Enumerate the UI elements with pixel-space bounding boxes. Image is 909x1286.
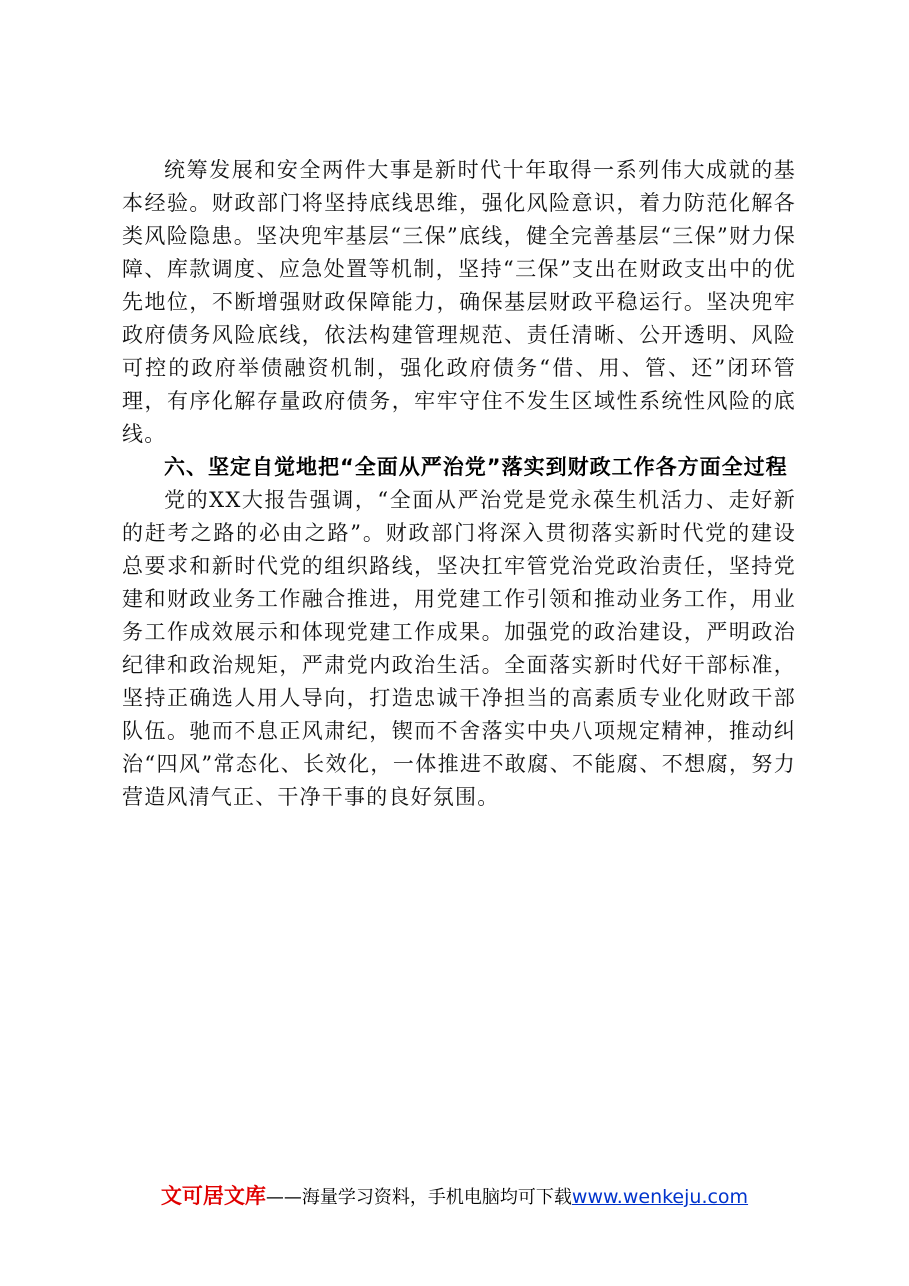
- footer-brand: 文可居文库: [160, 1184, 266, 1208]
- document-body: [122, 154, 796, 814]
- section-heading: 六、坚定自觉地把“全面从严治党”落实到财政工作各方面全过程: [164, 455, 788, 479]
- body-paragraph: 党的XX大报告强调，“全面从严治党是党永葆生机活力、走好新的赶考之路的必由之路”。财政部门将深入贯彻落实新时代党的建设总要求和新时代党的组织路线，坚决扛牢管党治党政治责任，坚持党建和财政业务工作融合推进，用党建工作引领和推动业务工作，用业务工作成效展示和体现党建工作成果。加强党的政治建设，严明政治纪律和政治规矩，严肃党内政治生活。全面落实新时代好干部标准，坚持正确选人用人导向，打造忠诚干净担当的高素质专业化财政干部队伍。驰而不息正风肃纪，锲而不舍落实中央八项规定精神，推动纠治“四风”常态化、长效化，一体推进不敢腐、不能腐、不想腐，努力营造风清气正、干净干事的良好氛围。: [122, 488, 796, 809]
- footer-tagline: ——海量学习资料，手机电脑均可下载: [265, 1187, 572, 1208]
- body-paragraph: 统筹发展和安全两件大事是新时代十年取得一系列伟大成就的基本经验。财政部门将坚持底线思维，强化风险意识，着力防范化解各类风险隐患。坚决兜牢基层“三保”底线，健全完善基层“三保”财力保障、库款调度、应急处置等机制，坚持“三保”支出在财政支出中的优先地位，不断增强财政保障能力，确保基层财政平稳运行。坚决兜牢政府债务风险底线，依法构建管理规范、责任清晰、公开透明、风险可控的政府举债融资机制，强化政府债务“借、用、管、还”闭环管理，有序化解存量政府债务，牢牢守住不发生区域性系统性风险的底线。: [122, 158, 796, 446]
- footer-website-link[interactable]: www.wenkeju.com: [571, 1186, 749, 1208]
- footer-banner: [0, 1183, 909, 1211]
